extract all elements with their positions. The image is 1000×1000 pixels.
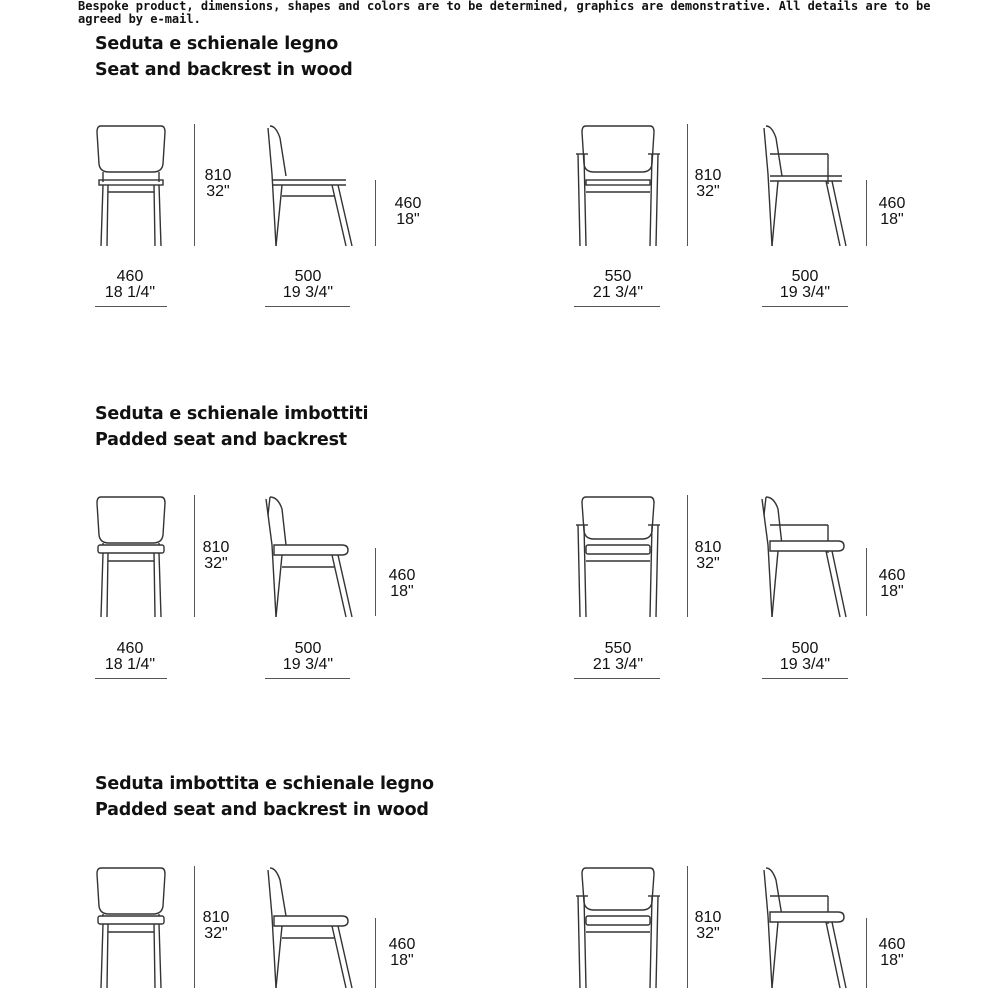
depth-mm: 500	[294, 640, 322, 657]
height-dimension-line	[687, 124, 688, 246]
height-in: 32"	[696, 183, 720, 200]
height-dimension-line	[687, 495, 688, 617]
section-2-title-it: Seduta e schienale imbottiti	[95, 404, 369, 424]
section-1-title-it: Seduta e schienale legno	[95, 34, 339, 54]
armchair-height-label	[690, 168, 726, 200]
section-2-title-en: Padded seat and backrest	[95, 430, 347, 450]
section-2-heading	[95, 401, 368, 453]
padded-chair-seat-height-label	[382, 568, 422, 600]
seat-mm: 460	[388, 567, 416, 584]
padded-armchair-depth-label	[745, 641, 865, 673]
section-3-heading	[95, 771, 434, 823]
seat-in: 18"	[390, 952, 414, 969]
width-mm: 460	[116, 640, 144, 657]
disclaimer-text: Bespoke product, dimensions, shapes and colors are to be determined, graphics are demonstrative. All details are to be agreed by e-mail.	[78, 0, 931, 26]
padded-armchair-seat-height-label	[872, 568, 912, 600]
height-mm: 810	[202, 539, 230, 556]
width-mm: 550	[604, 640, 632, 657]
armchair-front-view	[574, 124, 662, 248]
width-in: 18 1/4"	[104, 284, 156, 301]
seat-in: 18"	[880, 583, 904, 600]
width-mm: 460	[116, 268, 144, 285]
section-3-title-en: Padded seat and backrest in wood	[95, 800, 429, 820]
seat-dimension-line	[375, 548, 376, 616]
mixed-armchair-height-label	[690, 910, 726, 942]
depth-in: 19 3/4"	[282, 284, 334, 301]
width-in: 21 3/4"	[592, 284, 644, 301]
seat-in: 18"	[880, 952, 904, 969]
seat-in: 18"	[396, 211, 420, 228]
seat-dimension-line	[375, 180, 376, 246]
section-1-heading	[95, 31, 353, 83]
height-dimension-line	[194, 495, 195, 617]
depth-dimension-line	[265, 306, 350, 307]
width-in: 18 1/4"	[104, 656, 156, 673]
padded-chair-side-view	[262, 495, 352, 619]
seat-dimension-line	[866, 918, 867, 988]
mixed-chair-height-label	[198, 910, 234, 942]
height-in: 32"	[696, 555, 720, 572]
height-dimension-line	[194, 866, 195, 988]
depth-dimension-line	[762, 678, 848, 679]
chair-height-label	[200, 168, 236, 200]
section-1-title-en: Seat and backrest in wood	[95, 60, 353, 80]
chair-width-label	[70, 269, 190, 301]
width-dimension-line	[95, 306, 167, 307]
width-dimension-line	[574, 306, 660, 307]
seat-mm: 460	[878, 567, 906, 584]
padded-armchair-side-view	[760, 495, 850, 619]
mixed-armchair-side-view	[760, 866, 850, 990]
seat-dimension-line	[866, 548, 867, 616]
seat-in: 18"	[880, 211, 904, 228]
chair-depth-label	[248, 269, 368, 301]
armchair-side-view	[760, 124, 850, 248]
mixed-chair-seat-height-label	[382, 937, 422, 969]
padded-armchair-height-label	[690, 540, 726, 572]
armchair-depth-label	[745, 269, 865, 301]
seat-dimension-line	[375, 918, 376, 988]
mixed-armchair-front-view	[574, 866, 662, 990]
seat-mm: 460	[878, 936, 906, 953]
mixed-chair-front-view	[95, 866, 167, 990]
chair-front-view	[95, 124, 167, 248]
padded-armchair-width-label	[558, 641, 678, 673]
depth-in: 19 3/4"	[779, 284, 831, 301]
height-dimension-line	[194, 124, 195, 246]
padded-chair-width-label	[70, 641, 190, 673]
padded-chair-height-label	[198, 540, 234, 572]
depth-mm: 500	[294, 268, 322, 285]
depth-mm: 500	[791, 640, 819, 657]
depth-in: 19 3/4"	[779, 656, 831, 673]
padded-chair-depth-label	[248, 641, 368, 673]
depth-in: 19 3/4"	[282, 656, 334, 673]
height-in: 32"	[206, 183, 230, 200]
height-mm: 810	[204, 167, 232, 184]
depth-dimension-line	[265, 678, 350, 679]
height-in: 32"	[696, 925, 720, 942]
width-in: 21 3/4"	[592, 656, 644, 673]
mixed-chair-side-view	[262, 866, 352, 990]
mixed-armchair-seat-height-label	[872, 937, 912, 969]
chair-side-view	[262, 124, 352, 248]
seat-mm: 460	[388, 936, 416, 953]
seat-mm: 460	[878, 195, 906, 212]
seat-mm: 460	[394, 195, 422, 212]
width-mm: 550	[604, 268, 632, 285]
section-3-title-it: Seduta imbottita e schienale legno	[95, 774, 434, 794]
height-mm: 810	[694, 167, 722, 184]
height-in: 32"	[204, 555, 228, 572]
padded-chair-front-view	[95, 495, 167, 619]
depth-mm: 500	[791, 268, 819, 285]
chair-seat-height-label	[388, 196, 428, 228]
armchair-width-label	[558, 269, 678, 301]
padded-armchair-front-view	[574, 495, 662, 619]
height-mm: 810	[694, 909, 722, 926]
height-mm: 810	[202, 909, 230, 926]
depth-dimension-line	[762, 306, 848, 307]
height-dimension-line	[687, 866, 688, 988]
seat-dimension-line	[866, 180, 867, 246]
width-dimension-line	[574, 678, 660, 679]
height-mm: 810	[694, 539, 722, 556]
width-dimension-line	[95, 678, 167, 679]
armchair-seat-height-label	[872, 196, 912, 228]
height-in: 32"	[204, 925, 228, 942]
seat-in: 18"	[390, 583, 414, 600]
